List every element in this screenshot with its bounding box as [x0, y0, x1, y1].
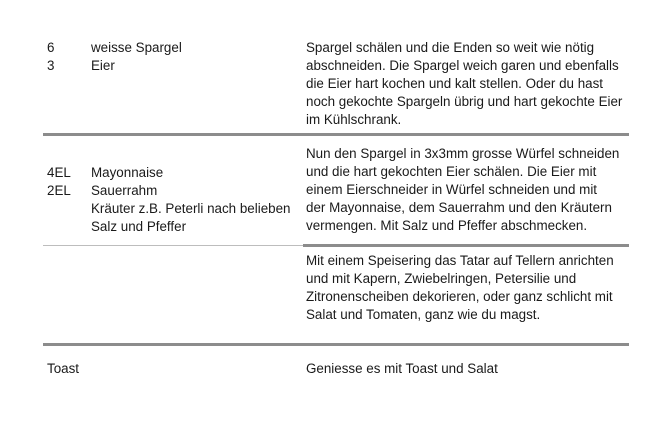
instruction-line: noch gekochte Spargeln übrig und hart gekochte Eier	[306, 94, 623, 109]
ingredient-column	[47, 360, 127, 378]
instruction-line: Salat und Tomaten, ganz wie du magst.	[306, 307, 541, 322]
quantity: 2EL	[47, 183, 71, 198]
quantity: 3	[47, 58, 55, 73]
instruction-line: abschneiden. Die Spargel weich garen und ebenfalls	[306, 58, 619, 73]
quantity-column	[47, 164, 87, 200]
instruction-line: Spargel schälen und die Enden so weit wie nötig	[306, 40, 595, 55]
instruction-line: Nun den Spargel in 3x3mm grosse Würfel schneiden	[306, 146, 620, 161]
section-divider	[303, 244, 629, 247]
ingredient: weisse Spargel	[91, 40, 182, 55]
ingredient-column	[91, 164, 301, 236]
ingredient-column	[91, 39, 301, 75]
instruction-line: und die hart gekochten Eier schälen. Die Eier mit	[306, 164, 597, 179]
section-divider	[43, 343, 629, 346]
instruction-text	[306, 145, 628, 235]
instruction-text	[306, 360, 628, 378]
instruction-line: Mit einem Speisering das Tatar auf Tellern anrichten	[306, 253, 614, 268]
quantity-column	[47, 39, 87, 75]
instruction-line: und mit Kapern, Zwiebelringen, Petersilie und	[306, 271, 577, 286]
ingredient: Toast	[47, 361, 80, 376]
instruction-text	[306, 39, 628, 129]
instruction-line: Geniesse es mit Toast und Salat	[306, 361, 498, 376]
section-divider	[43, 133, 629, 136]
instruction-line: vermengen. Mit Salz und Pfeffer abschmecken.	[306, 218, 588, 233]
quantity: 6	[47, 40, 55, 55]
ingredient: Salz und Pfeffer	[91, 219, 187, 234]
instruction-line: die Eier hart kochen und kalt stellen. Oder du hast	[306, 76, 604, 91]
instruction-line: einem Eierschneider in Würfel schneiden und mit	[306, 182, 598, 197]
ingredient: Sauerrahm	[91, 183, 158, 198]
ingredient: Kräuter z.B. Peterli nach belieben	[91, 201, 291, 216]
ingredient: Eier	[91, 58, 115, 73]
instruction-line: Zitronenscheiben dekorieren, oder ganz schlicht mit	[306, 289, 613, 304]
instruction-line: der Mayonnaise, dem Sauerrahm und den Kräutern	[306, 200, 612, 215]
instruction-line: im Kühlschrank.	[306, 112, 402, 127]
instruction-text	[306, 252, 628, 324]
ingredient: Mayonnaise	[91, 165, 164, 180]
section-divider-left	[43, 245, 303, 246]
quantity: 4EL	[47, 165, 71, 180]
